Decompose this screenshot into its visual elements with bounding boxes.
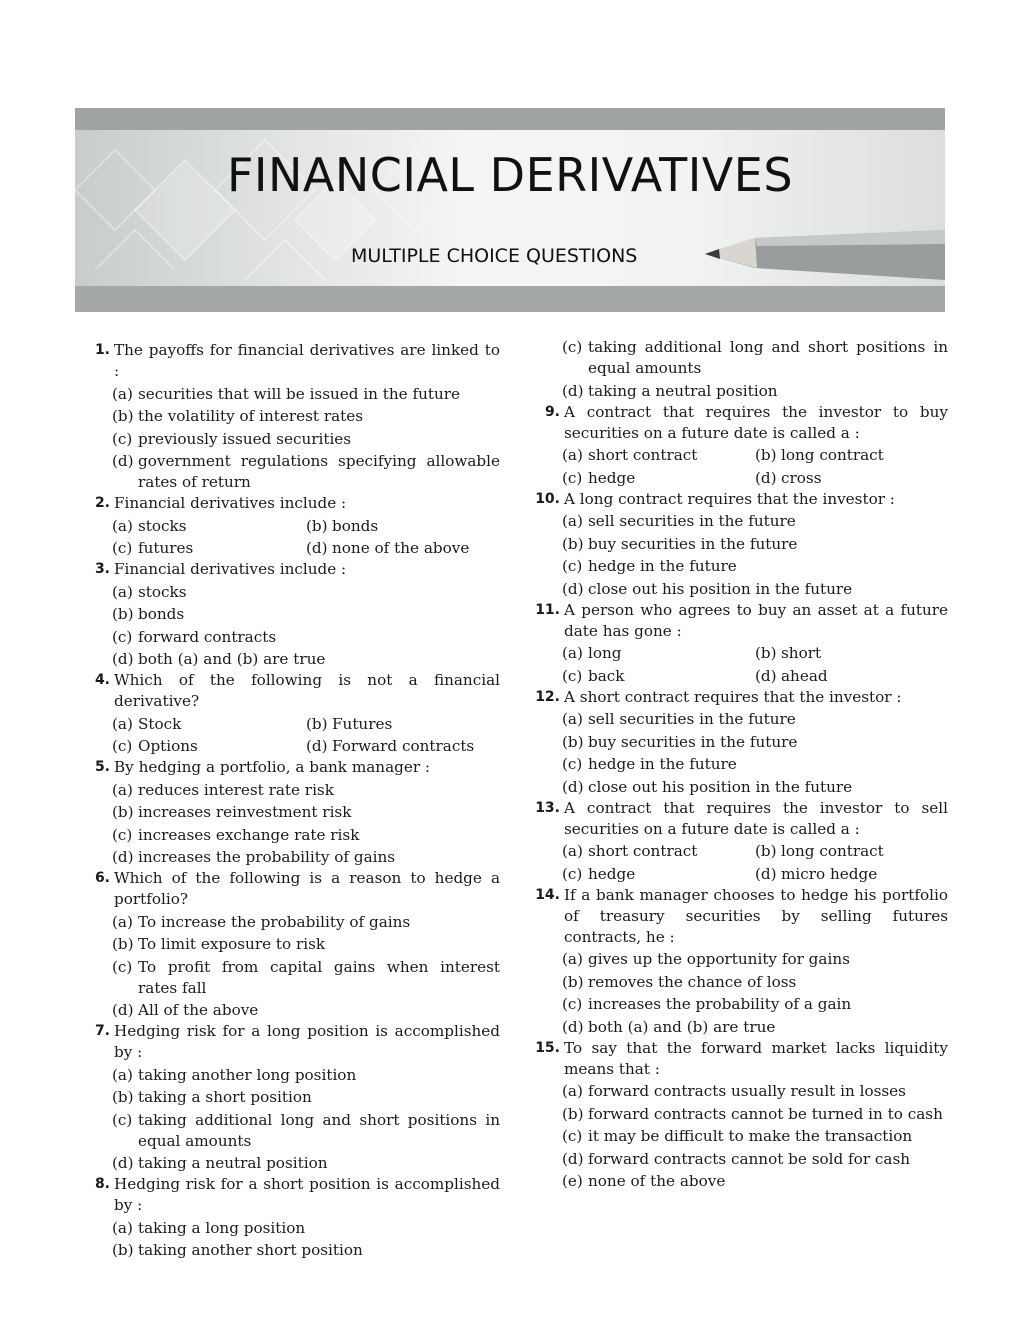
option-c: (c) To profit from capital gains when interest rates fall — [112, 957, 500, 997]
pencil-icon — [695, 224, 945, 284]
question-number: 2. — [94, 495, 110, 511]
question-12 — [530, 687, 948, 798]
option-c: (c) Options — [112, 737, 198, 755]
question-text: Hedging risk for a long position is accomplished by : — [114, 1022, 500, 1061]
question-number: 15. — [535, 1039, 560, 1056]
right-column — [530, 337, 948, 1192]
question-15 — [530, 1038, 948, 1193]
option-c: (c) previously issued securities — [112, 429, 352, 448]
question-number: 7. — [94, 1023, 110, 1039]
question-8 — [80, 1174, 500, 1261]
option-b: (b) taking another short position — [112, 1241, 363, 1259]
question-text: To say that the forward market lacks liquidity means that : — [564, 1038, 948, 1078]
page-subtitle: MULTIPLE CHOICE QUESTIONS — [351, 245, 638, 267]
option-a: (a) long — [562, 644, 622, 662]
option-d: (d) micro hedge — [755, 864, 878, 883]
question-1 — [80, 340, 500, 493]
question-8-continued-options — [562, 337, 948, 402]
option-b: (b) Futures — [306, 714, 393, 733]
option-a: (a) forward contracts usually result in losses — [562, 1082, 906, 1100]
option-d: (d) taking a neutral position — [112, 1154, 328, 1172]
option-c: (c) increases exchange rate risk — [112, 825, 360, 844]
option-b: (b) To limit exposure to risk — [112, 935, 326, 953]
option-b: (b) buy securities in the future — [562, 732, 798, 751]
question-number: 9. — [544, 403, 560, 420]
option-a: (a) Stock — [112, 714, 182, 733]
banner-bottom-strip — [75, 286, 945, 312]
option-a: (a) sell securities in the future — [562, 710, 796, 728]
option-c: (c) taking additional long and short positions in equal amounts — [562, 338, 948, 377]
option-b: (b) removes the chance of loss — [562, 972, 797, 991]
option-d: (d) Forward contracts — [306, 737, 475, 755]
option-a: (a) reduces interest rate risk — [112, 780, 334, 799]
option-c: (c) forward contracts — [112, 627, 277, 646]
question-text: Which of the following is a reason to hedge a portfolio? — [114, 869, 500, 908]
option-a: (a) sell securities in the future — [562, 512, 796, 530]
question-text: A contract that requires the investor to buy securities on a future date is called a : — [564, 402, 948, 442]
option-a: (a) stocks — [112, 516, 187, 535]
option-d: (d) cross — [755, 468, 822, 487]
option-b: (b) bonds — [306, 516, 379, 535]
question-number: 5. — [94, 759, 110, 775]
question-number: 6. — [94, 870, 110, 886]
question-text: A person who agrees to buy an asset at a future date has gone : — [564, 600, 948, 640]
option-d: (d) taking a neutral position — [562, 381, 778, 400]
question-text: If a bank manager chooses to hedge his portfolio of treasury securities by selling futures contracts, he : — [564, 885, 948, 946]
question-7 — [80, 1021, 500, 1174]
option-b: (b) the volatility of interest rates — [112, 407, 364, 425]
option-a: (a) stocks — [112, 582, 187, 601]
question-11 — [530, 600, 948, 687]
option-a: (a) short contract — [562, 446, 698, 464]
question-number: 12. — [535, 688, 560, 705]
option-c: (c) it may be difficult to make the transaction — [562, 1127, 913, 1145]
option-d: (d) both (a) and (b) are true — [562, 1017, 776, 1036]
question-number: 1. — [94, 342, 110, 358]
option-d: (d) both (a) and (b) are true — [112, 650, 326, 668]
option-a: (a) gives up the opportunity for gains — [562, 950, 850, 968]
question-number: 11. — [535, 601, 560, 618]
question-4 — [80, 670, 500, 757]
question-3 — [80, 559, 500, 670]
question-text: A contract that requires the investor to sell securities on a future date is called a : — [564, 798, 948, 838]
page-title: FINANCIAL DERIVATIVES — [226, 148, 794, 202]
question-number: 13. — [535, 799, 560, 816]
option-e: (e) none of the above — [562, 1172, 726, 1190]
option-a: (a) taking another long position — [112, 1065, 357, 1084]
question-6 — [80, 868, 500, 1021]
question-number: 4. — [94, 672, 110, 688]
option-a: (a) To increase the probability of gains — [112, 912, 411, 931]
option-d: (d) close out his position in the future — [562, 777, 853, 796]
question-text: By hedging a portfolio, a bank manager : — [114, 758, 431, 776]
option-c: (c) taking additional long and short positions in equal amounts — [112, 1110, 500, 1150]
question-number: 14. — [535, 886, 560, 903]
question-text: The payoffs for financial derivatives are linked to : — [114, 341, 500, 380]
option-c: (c) hedge in the future — [562, 755, 737, 773]
question-number: 8. — [94, 1176, 110, 1192]
question-14 — [530, 885, 948, 1038]
question-text: A short contract requires that the investor : — [564, 687, 902, 706]
option-d: (d) ahead — [755, 666, 828, 685]
question-10 — [530, 489, 948, 600]
question-number: 10. — [535, 490, 560, 507]
question-text: Financial derivatives include : — [114, 494, 347, 512]
option-c: (c) hedge in the future — [562, 557, 737, 575]
option-b: (b) forward contracts cannot be turned in to cash — [562, 1104, 943, 1123]
question-9 — [530, 402, 948, 489]
question-text: Hedging risk for a short position is accomplished by : — [114, 1175, 500, 1214]
option-d: (d) government regulations specifying allowable rates of return — [112, 452, 500, 491]
question-text: Financial derivatives include : — [114, 560, 347, 578]
question-2 — [80, 493, 500, 559]
option-b: (b) buy securities in the future — [562, 534, 798, 553]
question-13 — [530, 798, 948, 885]
option-c: (c) hedge — [562, 468, 636, 487]
option-d: (d) none of the above — [306, 539, 470, 557]
left-column — [80, 337, 500, 1261]
question-text: Which of the following is not a financial derivative? — [114, 671, 500, 710]
option-d: (d) forward contracts cannot be sold for cash — [562, 1149, 911, 1168]
option-c: (c) back — [562, 666, 625, 685]
banner-top-strip — [75, 108, 945, 130]
option-b: (b) short — [755, 644, 822, 662]
option-b: (b) taking a short position — [112, 1088, 312, 1106]
option-b: (b) long contract — [755, 842, 884, 860]
header-banner — [75, 108, 945, 312]
option-b: (b) bonds — [112, 605, 185, 623]
option-c: (c) futures — [112, 539, 194, 557]
option-d: (d) increases the probability of gains — [112, 848, 396, 866]
option-d: (d) All of the above — [112, 1001, 259, 1019]
option-a: (a) taking a long position — [112, 1218, 306, 1237]
option-c: (c) hedge — [562, 864, 636, 883]
option-b: (b) long contract — [755, 446, 884, 464]
question-number: 3. — [94, 561, 110, 577]
option-c: (c) increases the probability of a gain — [562, 995, 852, 1013]
option-d: (d) close out his position in the future — [562, 579, 853, 598]
question-text: A long contract requires that the investor : — [564, 489, 895, 508]
option-a: (a) short contract — [562, 842, 698, 860]
option-a: (a) securities that will be issued in the future — [112, 384, 461, 403]
question-5 — [80, 757, 500, 868]
option-b: (b) increases reinvestment risk — [112, 803, 352, 821]
